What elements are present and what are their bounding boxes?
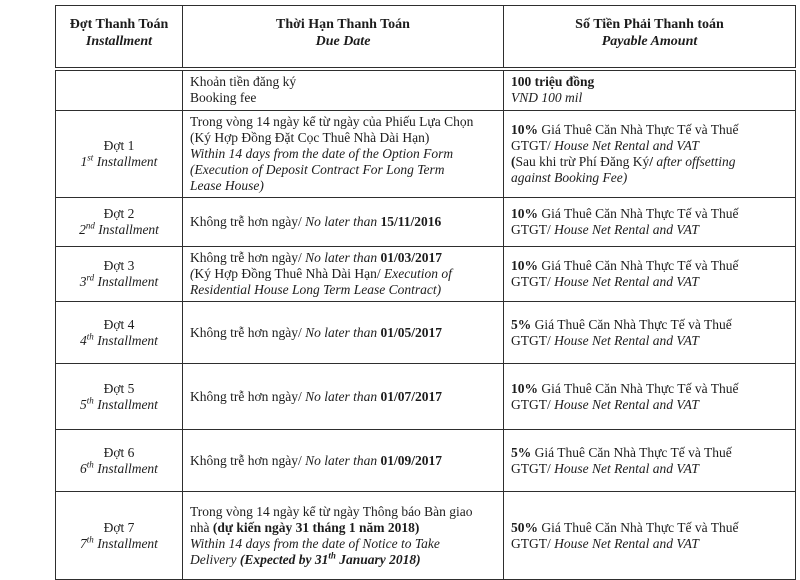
text-line: Đợt 4 bbox=[62, 317, 176, 333]
payment-schedule-table bbox=[55, 5, 796, 580]
due-date-cell bbox=[183, 302, 504, 364]
text-line: Đợt 1 bbox=[62, 138, 176, 154]
header-payable-amount bbox=[504, 6, 796, 69]
installment-cell bbox=[56, 198, 183, 247]
text-line: VND 100 mil bbox=[511, 90, 789, 106]
installment-5-row bbox=[56, 364, 796, 430]
installment-cell bbox=[56, 69, 183, 111]
text-line: Within 14 days from the date of the Option Form bbox=[190, 146, 497, 162]
text-line: Không trễ hơn ngày/ No later than 01/03/2017 bbox=[190, 250, 497, 266]
text-line: Đợt 6 bbox=[62, 445, 176, 461]
text-line: Delivery (Expected by 31th January 2018) bbox=[190, 552, 497, 568]
installment-cell bbox=[56, 430, 183, 492]
text-line: GTGT/ House Net Rental and VAT bbox=[511, 536, 789, 552]
text-line: 1st Installment bbox=[62, 154, 176, 170]
text-line: nhà (dự kiến ngày 31 tháng 1 năm 2018) bbox=[190, 520, 497, 536]
text-line: (Ký Hợp Đồng Thuê Nhà Dài Hạn/ Execution of bbox=[190, 266, 497, 282]
text-line: GTGT/ House Net Rental and VAT bbox=[511, 274, 789, 290]
text-line: (Ký Hợp Đồng Đặt Cọc Thuê Nhà Dài Hạn) bbox=[190, 130, 497, 146]
text-line: 50% Giá Thuê Căn Nhà Thực Tế và Thuế bbox=[511, 520, 789, 536]
amount-cell bbox=[504, 69, 796, 111]
text-line: 10% Giá Thuê Căn Nhà Thực Tế và Thuế bbox=[511, 206, 789, 222]
installment-cell bbox=[56, 492, 183, 580]
installment-cell bbox=[56, 111, 183, 198]
text-line: (Sau khi trừ Phí Đăng Ký/ after offsetting bbox=[511, 154, 789, 170]
table-header-row bbox=[56, 6, 796, 69]
text-line: Payable Amount bbox=[508, 33, 791, 50]
table-body bbox=[56, 69, 796, 580]
text-line: 5th Installment bbox=[62, 397, 176, 413]
text-line: Within 14 days from the date of Notice to Take bbox=[190, 536, 497, 552]
text-line: 10% Giá Thuê Căn Nhà Thực Tế và Thuế bbox=[511, 381, 789, 397]
text-line: 3rd Installment bbox=[62, 274, 176, 290]
installment-cell bbox=[56, 302, 183, 364]
amount-cell bbox=[504, 247, 796, 302]
text-line: 100 triệu đồng bbox=[511, 74, 789, 90]
installment-cell bbox=[56, 364, 183, 430]
header-due-date bbox=[183, 6, 504, 69]
booking-fee-row bbox=[56, 69, 796, 111]
due-date-cell bbox=[183, 430, 504, 492]
text-line: GTGT/ House Net Rental and VAT bbox=[511, 397, 789, 413]
text-line: 7th Installment bbox=[62, 536, 176, 552]
text-line: 10% Giá Thuê Căn Nhà Thực Tế và Thuế bbox=[511, 258, 789, 274]
due-date-cell bbox=[183, 111, 504, 198]
text-line: 4th Installment bbox=[62, 333, 176, 349]
text-line: Đợt 7 bbox=[62, 520, 176, 536]
due-date-cell bbox=[183, 69, 504, 111]
text-line: 5% Giá Thuê Căn Nhà Thực Tế và Thuế bbox=[511, 445, 789, 461]
text-line: GTGT/ House Net Rental and VAT bbox=[511, 461, 789, 477]
amount-cell bbox=[504, 364, 796, 430]
amount-cell bbox=[504, 492, 796, 580]
text-line: against Booking Fee) bbox=[511, 170, 789, 186]
installment-3-row bbox=[56, 247, 796, 302]
installment-1-row bbox=[56, 111, 796, 198]
text-line: 10% Giá Thuê Căn Nhà Thực Tế và Thuế bbox=[511, 122, 789, 138]
text-line: Due Date bbox=[187, 33, 499, 50]
text-line: Lease House) bbox=[190, 178, 497, 194]
text-line: Khoản tiền đăng ký bbox=[190, 74, 497, 90]
text-line: 2nd Installment bbox=[62, 222, 176, 238]
text-line: Thời Hạn Thanh Toán bbox=[187, 16, 499, 33]
text-line: Residential House Long Term Lease Contract) bbox=[190, 282, 497, 298]
amount-cell bbox=[504, 302, 796, 364]
text-line: (Execution of Deposit Contract For Long Term bbox=[190, 162, 497, 178]
installment-cell bbox=[56, 247, 183, 302]
text-line: Trong vòng 14 ngày kể từ ngày Thông báo Bàn giao bbox=[190, 504, 497, 520]
text-line: Không trễ hơn ngày/ No later than 15/11/2016 bbox=[190, 214, 497, 230]
text-line: Đợt Thanh Toán bbox=[60, 16, 178, 33]
text-line: 5% Giá Thuê Căn Nhà Thực Tế và Thuế bbox=[511, 317, 789, 333]
amount-cell bbox=[504, 111, 796, 198]
text-line: Booking fee bbox=[190, 90, 497, 106]
text-line: GTGT/ House Net Rental and VAT bbox=[511, 333, 789, 349]
text-line: Đợt 5 bbox=[62, 381, 176, 397]
amount-cell bbox=[504, 198, 796, 247]
text-line: Không trễ hơn ngày/ No later than 01/07/2017 bbox=[190, 389, 497, 405]
due-date-cell bbox=[183, 198, 504, 247]
text-line: Đợt 3 bbox=[62, 258, 176, 274]
header-installment bbox=[56, 6, 183, 69]
text-line: GTGT/ House Net Rental and VAT bbox=[511, 138, 789, 154]
amount-cell bbox=[504, 430, 796, 492]
text-line: Trong vòng 14 ngày kể từ ngày của Phiếu Lựa Chọn bbox=[190, 114, 497, 130]
installment-6-row bbox=[56, 430, 796, 492]
text-line: Số Tiền Phải Thanh toán bbox=[508, 16, 791, 33]
installment-7-row bbox=[56, 492, 796, 580]
due-date-cell bbox=[183, 247, 504, 302]
text-line: Không trễ hơn ngày/ No later than 01/09/2017 bbox=[190, 453, 497, 469]
due-date-cell bbox=[183, 364, 504, 430]
text-line: GTGT/ House Net Rental and VAT bbox=[511, 222, 789, 238]
text-line: Không trễ hơn ngày/ No later than 01/05/2017 bbox=[190, 325, 497, 341]
text-line: Đợt 2 bbox=[62, 206, 176, 222]
text-line: Installment bbox=[60, 33, 178, 50]
due-date-cell bbox=[183, 492, 504, 580]
text-line: 6th Installment bbox=[62, 461, 176, 477]
installment-4-row bbox=[56, 302, 796, 364]
installment-2-row bbox=[56, 198, 796, 247]
